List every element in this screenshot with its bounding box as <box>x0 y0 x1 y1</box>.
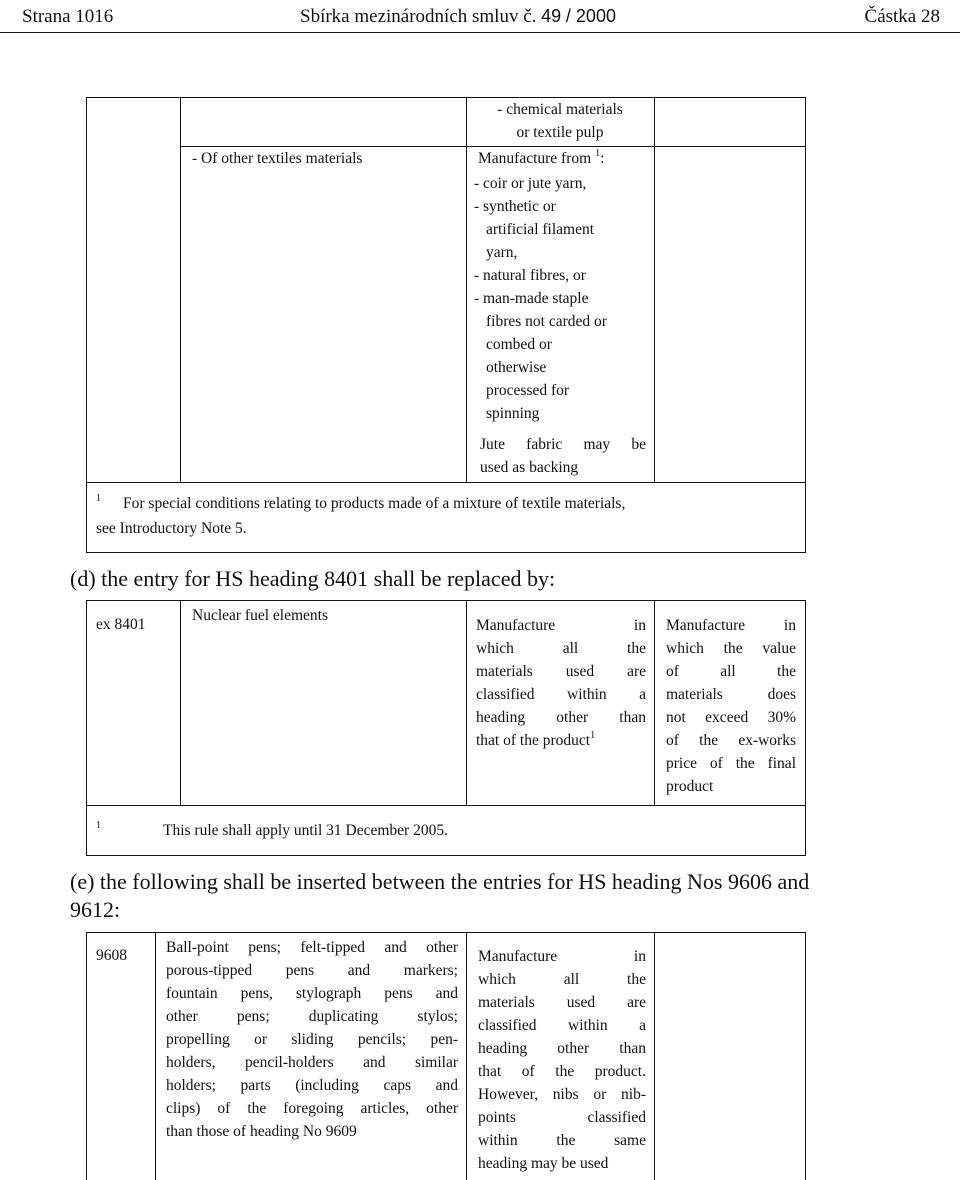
footnote-text: see Introductory Note 5. <box>96 520 247 537</box>
text-line: - man-made staple <box>474 290 589 307</box>
part-label: Částka 28 <box>864 6 940 27</box>
text-line: porous-tipped pens and markers; <box>166 962 458 979</box>
text-line: propelling or sliding pencils; pen- <box>166 1031 458 1048</box>
issue-number: 49 <box>541 6 562 26</box>
text-line: Manufacture in <box>476 617 646 634</box>
rule-lead-colon: : <box>600 150 605 167</box>
text-line: heading other than <box>476 709 646 726</box>
text-line: Manufacture in <box>666 617 796 634</box>
table-1-row-desc: - Of other textiles materials <box>192 150 363 167</box>
text-line: 9612: <box>70 897 121 922</box>
text-line <box>476 729 646 754</box>
table-2-rule-cell <box>476 614 646 754</box>
text-line: which the value <box>666 640 796 657</box>
table-3-rule-cell <box>478 945 646 1175</box>
text-line: that of the product <box>476 732 591 749</box>
text-line: (e) the following shall be inserted between the entries for HS heading Nos 9606 and <box>70 869 810 894</box>
table-2-desc: Nuclear fuel elements <box>192 607 328 624</box>
text-line: - natural fibres, or <box>474 267 586 284</box>
table-2-footnote <box>96 819 796 844</box>
footnote-ref: 1 <box>595 148 601 159</box>
text-line: - synthetic or <box>474 198 556 215</box>
text-line: materials used are <box>476 663 646 680</box>
footnote-ref: 1 <box>590 730 596 741</box>
text-line: heading may be used <box>478 1155 609 1172</box>
rule-lead-text: Manufacture from <box>478 150 592 167</box>
text-line: combed or <box>486 336 552 353</box>
text-line: classified within a <box>478 1017 646 1034</box>
rule-lead <box>474 147 650 172</box>
text-line: which all the <box>478 971 646 988</box>
paragraph-e <box>70 868 950 924</box>
text-line: otherwise <box>486 359 547 376</box>
text-line: heading other than <box>478 1040 646 1057</box>
text-line: holders, pencil-holders and similar <box>166 1054 458 1071</box>
text-line: that of the product. <box>478 1063 646 1080</box>
footnote-mark: 1 <box>96 820 101 831</box>
footnote-text: For special conditions relating to products made of a mixture of textile materials, <box>123 495 626 512</box>
text-line: - coir or jute yarn, <box>474 175 587 192</box>
text-line: than those of heading No 9609 <box>166 1123 357 1140</box>
paragraph-d: (d) the entry for HS heading 8401 shall be replaced by: <box>70 566 556 591</box>
table-3-desc <box>166 936 458 1143</box>
text-line: clips) of the foregoing articles, other <box>166 1100 458 1117</box>
text-line: However, nibs or nib- <box>478 1086 646 1103</box>
text-line: of the ex-works <box>666 732 796 749</box>
table-1-footnote <box>96 492 806 540</box>
text-line: other pens; duplicating stylos; <box>166 1008 458 1025</box>
text-line: Jute fabric may be <box>480 436 646 453</box>
text-line: not exceed 30% <box>666 709 796 726</box>
text-line: processed for <box>486 382 570 399</box>
text-line: or textile pulp <box>516 124 604 141</box>
text-line: Manufacture in <box>478 948 646 965</box>
text-line: product <box>666 778 714 795</box>
collection-title <box>300 6 616 28</box>
page-number: Strana 1016 <box>22 6 114 27</box>
text-line: holders; parts (including caps and <box>166 1077 458 1094</box>
text-line: spinning <box>486 405 540 422</box>
footnote-mark: 1 <box>96 493 101 504</box>
text-line: fibres not carded or <box>486 313 607 330</box>
text-line: classified within a <box>476 686 646 703</box>
text-line: Ball-point pens; felt-tipped and other <box>166 939 458 956</box>
text-line: within the same <box>478 1132 646 1149</box>
text-line: points classified <box>478 1109 646 1126</box>
text-line: yarn, <box>486 244 518 261</box>
table-1-top-cell <box>474 98 646 144</box>
text-line: - chemical materials <box>497 101 623 118</box>
text-line: of all the <box>666 663 796 680</box>
header-rule <box>0 32 960 33</box>
table-2-value-cell <box>666 614 796 798</box>
issue-year: / 2000 <box>565 6 616 26</box>
text-line: price of the final <box>666 755 796 772</box>
table-3-heading: 9608 <box>96 947 127 964</box>
footnote-text: This rule shall apply until 31 December 2005. <box>163 822 448 839</box>
text-line: fountain pens, stylograph pens and <box>166 985 458 1002</box>
table-1-backing-note <box>480 433 646 479</box>
text-line: materials does <box>666 686 796 703</box>
text-line: materials used are <box>478 994 646 1011</box>
collection-name: Sbírka mezinárodních smluv č. <box>300 6 537 27</box>
text-line: which all the <box>476 640 646 657</box>
table-1-rule-cell <box>474 147 650 425</box>
table-2-heading: ex 8401 <box>96 616 146 633</box>
text-line: used as backing <box>480 459 579 476</box>
text-line: artificial filament <box>486 221 595 238</box>
